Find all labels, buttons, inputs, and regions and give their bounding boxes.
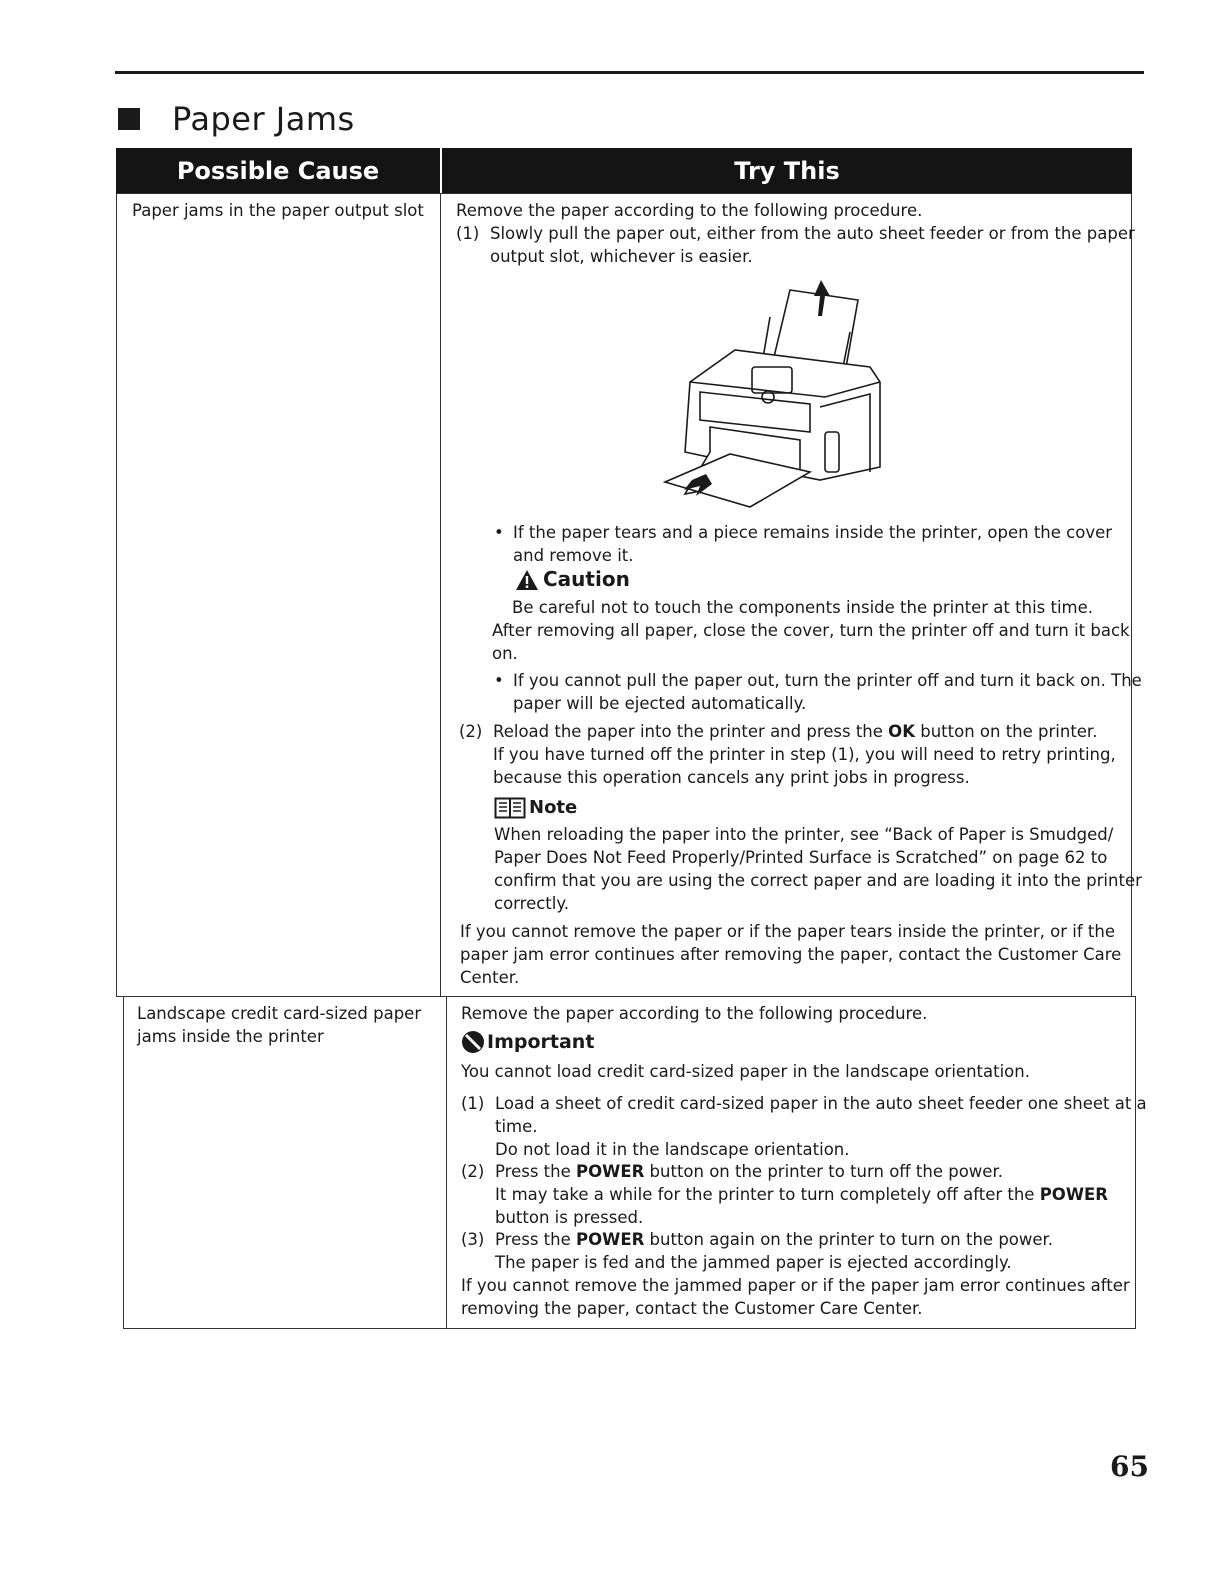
step-number: (2) [459,722,483,741]
step-number: (1) [456,224,480,243]
step-text: Do not load it in the landscape orientation. [495,1140,850,1159]
bullet-icon: • [494,671,504,690]
step-text: The paper is fed and the jammed paper is ejected accordingly. [495,1253,1012,1272]
step-text: output slot, whichever is easier. [490,247,753,266]
column-divider [446,996,447,1329]
step-number: (1) [461,1094,485,1113]
caution-label: Caution [543,567,630,591]
cause-text: Paper jams in the paper output slot [132,201,424,220]
step-text: because this operation cancels any print jobs in progress. [493,768,970,787]
caution-text: Be careful not to touch the components inside the printer at this time. [512,598,1094,617]
bullet-text: and remove it. [513,546,634,565]
intro-text: Remove the paper according to the following procedure. [456,201,923,220]
step-text: Press the POWER button again on the printer to turn on the power. [495,1230,1054,1249]
note-text: confirm that you are using the correct paper and are loading it into the printer [494,871,1142,890]
note-book-icon [494,797,526,819]
body-text: on. [492,644,518,663]
header-try-this: Try This [734,156,840,185]
warning-triangle-icon [515,569,539,591]
section-heading [118,100,355,138]
heading-square-icon [118,108,140,130]
note-heading [494,796,577,819]
final-text: If you cannot remove the jammed paper or if the paper jam error continues after [461,1276,1130,1295]
page-number: 65 [1110,1450,1149,1483]
cause-text: Landscape credit card-sized paper [137,1004,422,1023]
step-text: button is pressed. [495,1208,644,1227]
prohibited-icon [461,1030,485,1054]
step-number: (3) [461,1230,485,1249]
final-text: paper jam error continues after removing the paper, contact the Customer Care [460,945,1122,964]
final-text: removing the paper, contact the Customer Care Center. [461,1299,923,1318]
caution-heading [515,568,630,591]
note-label: Note [529,797,578,818]
step-text: It may take a while for the printer to turn completely off after the POWER [495,1185,1108,1204]
step-text: Press the POWER button on the printer to turn off the power. [495,1162,1003,1181]
bullet-icon: • [494,523,504,542]
intro-text: Remove the paper according to the following procedure. [461,1004,928,1023]
bullet-text: If the paper tears and a piece remains inside the printer, open the cover [513,523,1113,542]
step-number: (2) [461,1162,485,1181]
note-text: correctly. [494,894,570,913]
cause-text: jams inside the printer [137,1027,324,1046]
page-title: Paper Jams [172,100,355,138]
important-heading [461,1030,594,1054]
bullet-text: paper will be ejected automatically. [513,694,807,713]
header-possible-cause: Possible Cause [116,148,442,193]
step-text: Reload the paper into the printer and press the OK button on the printer. [493,722,1098,741]
step-text: If you have turned off the printer in step (1), you will need to retry printing, [493,745,1116,764]
step-text: Load a sheet of credit card-sized paper in the auto sheet feeder one sheet at a [495,1094,1147,1113]
bullet-text: If you cannot pull the paper out, turn the printer off and turn it back on. The [513,671,1142,690]
printer-illustration [660,272,910,517]
final-text: Center. [460,968,520,987]
body-text: After removing all paper, close the cover, turn the printer off and turn it back [492,621,1130,640]
step-text: Slowly pull the paper out, either from the auto sheet feeder or from the paper [490,224,1135,243]
important-text: You cannot load credit card-sized paper in the landscape orientation. [461,1062,1030,1081]
column-divider [440,193,441,997]
note-text: When reloading the paper into the printer, see “Back of Paper is Smudged/ [494,825,1114,844]
table-header [116,148,1132,193]
step-text: time. [495,1117,538,1136]
note-text: Paper Does Not Feed Properly/Printed Surface is Scratched” on page 62 to [494,848,1108,867]
important-label: Important [487,1030,595,1053]
top-rule [115,71,1144,74]
final-text: If you cannot remove the paper or if the paper tears inside the printer, or if the [460,922,1115,941]
